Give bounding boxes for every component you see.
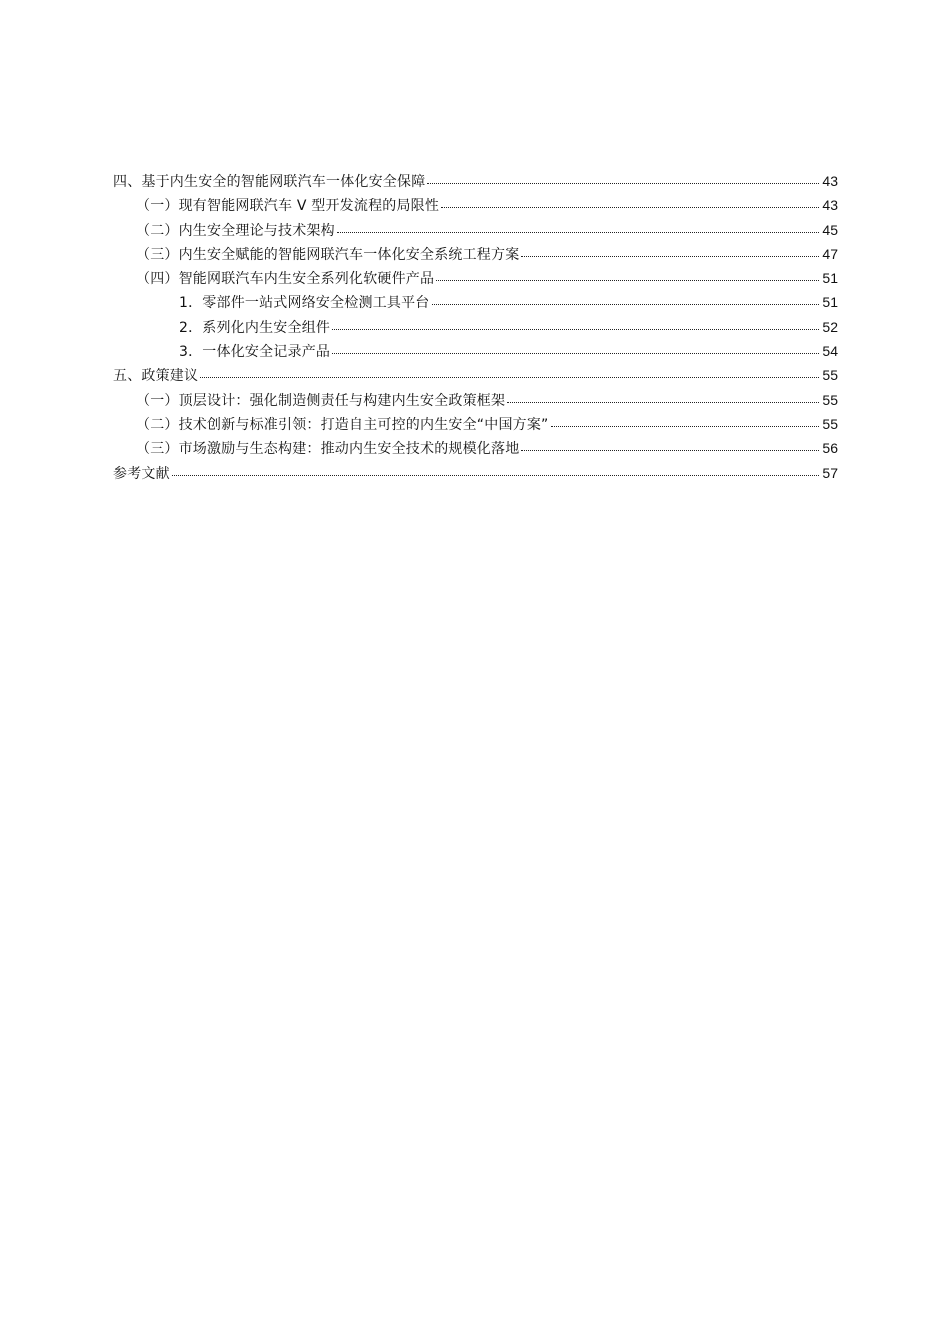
toc-entry-page-number: 51 <box>822 270 838 287</box>
toc-entry-page-number: 45 <box>822 221 838 238</box>
dot-leader <box>521 255 819 257</box>
toc-entry-title: 3．一体化安全记录产品 <box>179 344 331 361</box>
toc-entry-subsection-4-4-1[interactable] <box>113 290 838 314</box>
toc-entry-page-number: 43 <box>822 173 838 189</box>
toc-entry-subsection-4-4-2[interactable] <box>113 315 838 339</box>
toc-entry-title: （一）现有智能网联汽车 V 型开发流程的局限性 <box>136 198 440 215</box>
toc-entry-references[interactable] <box>113 461 838 485</box>
toc-entry-page-number: 57 <box>822 464 838 481</box>
toc-entry-section-5-1[interactable] <box>113 388 838 412</box>
dot-leader <box>432 303 819 305</box>
toc-entry-chapter-4[interactable] <box>113 169 838 193</box>
table-of-contents <box>113 169 838 485</box>
toc-entry-title: 五、政策建议 <box>113 368 199 385</box>
toc-entry-section-5-3[interactable] <box>113 436 838 460</box>
dot-leader <box>332 328 819 330</box>
toc-entry-chapter-5[interactable] <box>113 363 838 387</box>
dot-leader <box>436 279 819 281</box>
dot-leader <box>551 425 819 427</box>
toc-entry-title: （三）内生安全赋能的智能网联汽车一体化安全系统工程方案 <box>136 246 520 263</box>
dot-leader <box>337 231 819 233</box>
dot-leader <box>172 474 819 476</box>
toc-entry-page-number: 55 <box>822 415 838 432</box>
toc-entry-page-number: 51 <box>822 294 838 311</box>
dot-leader <box>507 401 819 403</box>
dot-leader <box>521 449 819 451</box>
dot-leader <box>427 182 819 184</box>
toc-entry-title: （一）顶层设计：强化制造侧责任与构建内生安全政策框架 <box>136 392 506 409</box>
toc-entry-title: 1．零部件一站式网络安全检测工具平台 <box>179 295 430 312</box>
dot-leader <box>332 352 819 354</box>
toc-entry-page-number: 56 <box>822 440 838 457</box>
toc-entry-title: 参考文献 <box>113 465 170 482</box>
toc-entry-subsection-4-4-3[interactable] <box>113 339 838 363</box>
toc-entry-section-4-1[interactable] <box>113 193 838 217</box>
toc-entry-page-number: 52 <box>822 318 838 335</box>
toc-entry-section-4-3[interactable] <box>113 242 838 266</box>
dot-leader <box>441 206 819 208</box>
toc-entry-section-5-2[interactable] <box>113 412 838 436</box>
toc-entry-page-number: 54 <box>822 343 838 360</box>
toc-entry-title: （三）市场激励与生态构建：推动内生安全技术的规模化落地 <box>136 441 520 458</box>
toc-entry-title: （二）内生安全理论与技术架构 <box>136 222 335 239</box>
toc-entry-title: 2．系列化内生安全组件 <box>179 319 331 336</box>
dot-leader <box>200 376 819 378</box>
toc-entry-section-4-4[interactable] <box>113 266 838 290</box>
toc-entry-title: 四、基于内生安全的智能网联汽车一体化安全保障 <box>113 174 426 190</box>
toc-entry-page-number: 55 <box>822 391 838 408</box>
toc-entry-section-4-2[interactable] <box>113 218 838 242</box>
toc-entry-page-number: 43 <box>822 197 838 214</box>
toc-entry-title: （二）技术创新与标准引领：打造自主可控的内生安全“中国方案” <box>136 416 549 433</box>
toc-entry-title: （四）智能网联汽车内生安全系列化软硬件产品 <box>136 271 435 288</box>
toc-entry-page-number: 47 <box>822 245 838 262</box>
toc-entry-page-number: 55 <box>822 367 838 384</box>
